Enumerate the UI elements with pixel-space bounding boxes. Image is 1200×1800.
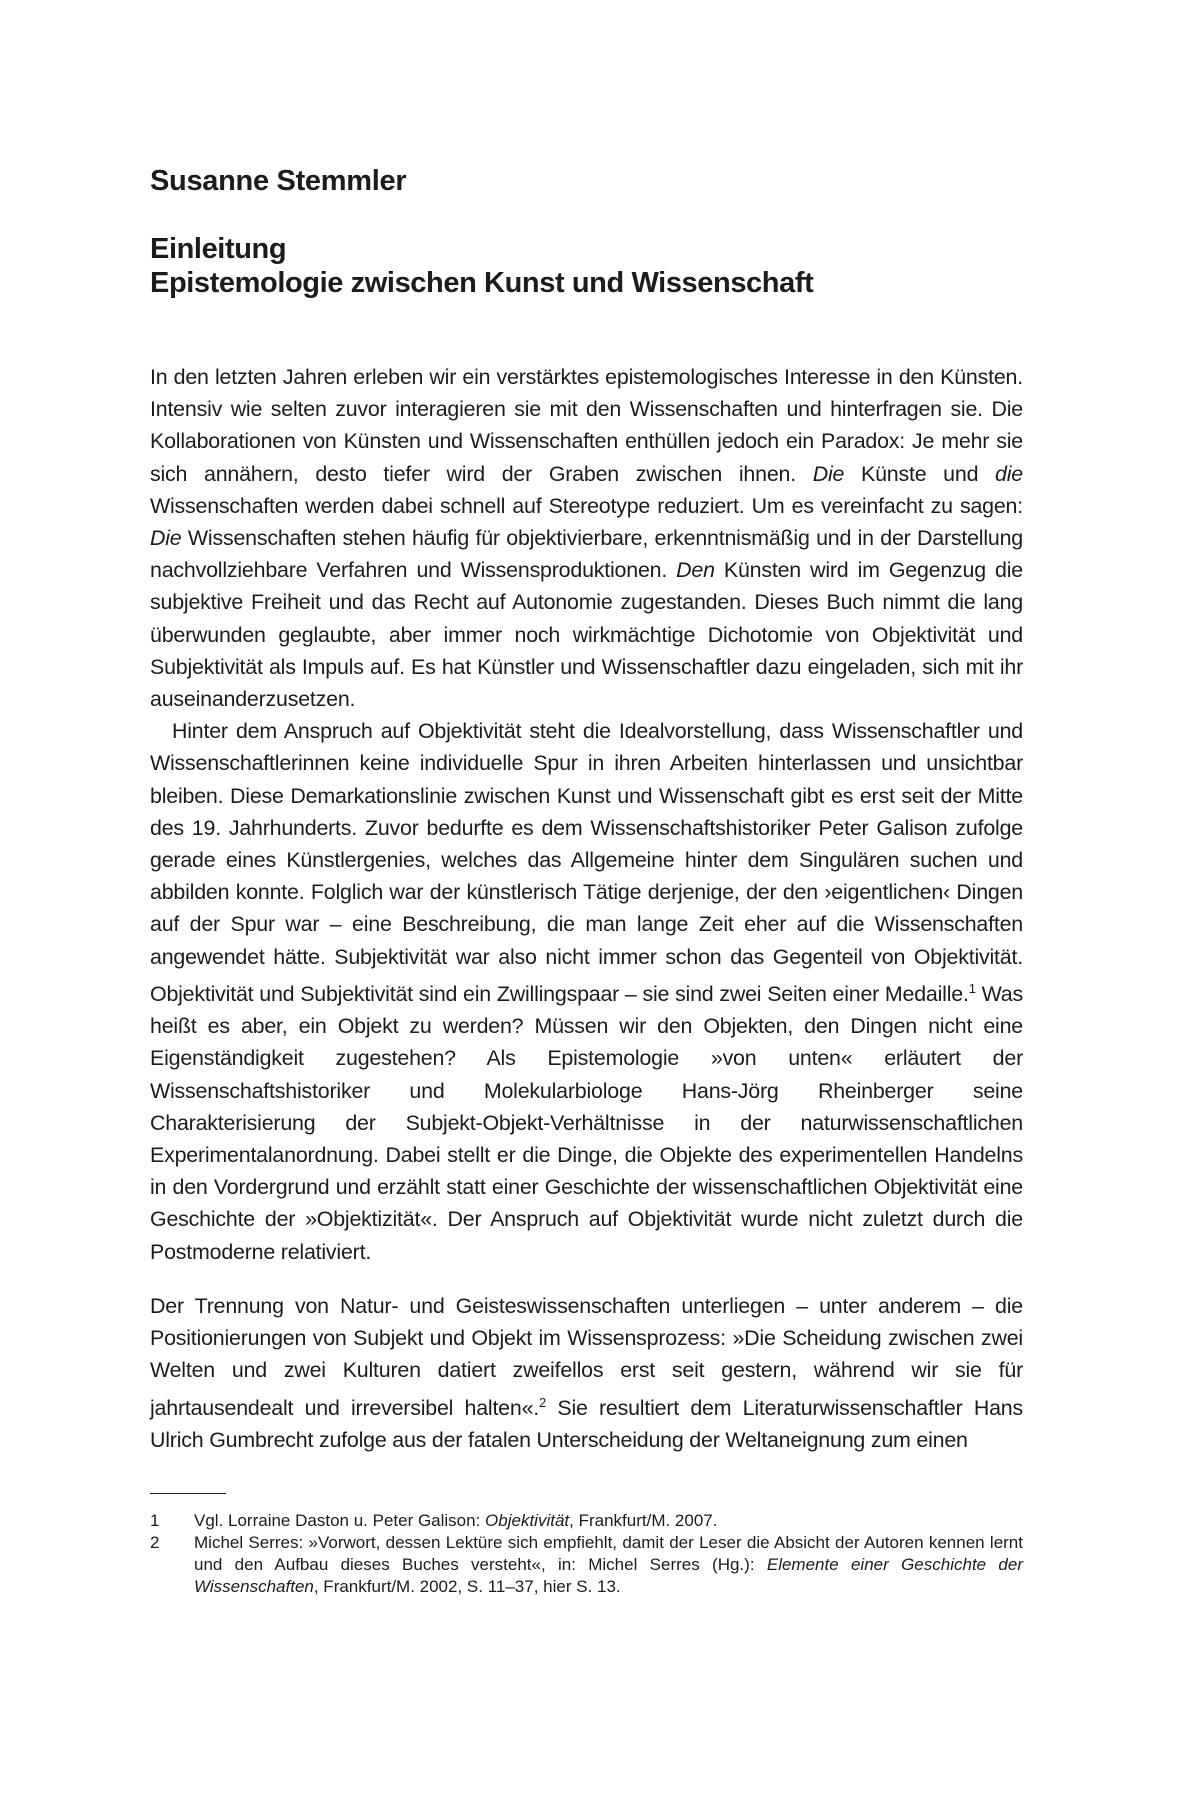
text-run: Michel Serres: »Vorwort, dessen Lektüre sich empfiehlt, damit der Leser die Absicht der Autoren kennen lernt und den Aufbau dieses Buches versteht«, in: Michel Serres (Hg.): [194, 1533, 1023, 1574]
footnote-separator [150, 1493, 226, 1494]
footnote-text [194, 1510, 1023, 1532]
footnote-2 [150, 1532, 1023, 1598]
chapter-title-line-2: Epistemologie zwischen Kunst und Wissenschaft [150, 267, 814, 299]
text-run: Hinter dem Anspruch auf Objektivität steht die Idealvorstellung, dass Wissenschaftler und Wissenschaftlerinnen keine individuelle Spur in ihren Arbeiten hinterlassen und unsichtbar bleiben. Diese Demarkationslinie zwischen Kunst und Wissenschaft gibt es erst seit der Mitte des 19. Jahrhunderts. Zuvor bedurfte es dem Wissenschaftshistoriker Peter Galison zufolge gerade eines Künstlergenies, welches das Allgemeine hinter dem Singulären suchen und abbilden konnte. Folglich war der künstlerisch Tätige derjenige, der den ›eigentlichen‹ Dingen auf der Spur war – eine Beschreibung, die man lange Zeit eher auf die Wissenschaften angewendet hätte. Subjektivität war also nicht immer schon das Gegenteil von Objektivität. Objektivität und Subjektivität sind ein Zwillingspaar – sie sind zwei Seiten einer Medaille. [150, 719, 1023, 1006]
emphasis: die [995, 461, 1023, 486]
footnote-number: 1 [150, 1511, 160, 1530]
footnote-1 [150, 1510, 1023, 1532]
text-run: Künsten wird im Gegenzug die subjektive Freiheit und das Recht auf Autonomie zugestanden. Dieses Buch nimmt die lang überwunden geglaubte, aber immer noch wirkmächtige Dichotomie von Objektivität und Subjektivität als Impuls auf. Es hat Künstler und Wissenschaftler dazu eingeladen, sich mit ihr auseinanderzusetzen. [150, 558, 1023, 712]
text-run: Vgl. Lorraine Daston u. Peter Galison: [194, 1511, 486, 1530]
author-name: Susanne Stemmler [150, 165, 407, 197]
footnotes [150, 1510, 1023, 1598]
footnote-ref-2[interactable]: 2 [539, 1394, 547, 1410]
emphasis: Die [812, 461, 845, 486]
footnote-number: 2 [150, 1533, 160, 1552]
paragraph-2 [150, 715, 1023, 1268]
text-run: Wissenschaften stehen häufig für objektivierbare, erkenntnismäßig und in der Darstellung nachvollziehbare Verfahren und Wissensproduktionen. [150, 526, 1023, 583]
chapter-title [150, 232, 813, 300]
text-run: Der Trennung von Natur- und Geisteswissenschaften unterliegen – unter anderem – die Positionierungen von Subjekt und Objekt im Wissensprozess: »Die Scheidung zwischen zwei Welten und zwei Kulturen datiert zweifellos erst seit gestern, während wir sie für jahrtausendealt und irreversibel halten«. [150, 1294, 1023, 1420]
text-run: , Frankfurt/M. 2002, S. 11–37, hier S. 13. [313, 1577, 621, 1596]
emphasis: Objektivität [485, 1511, 570, 1530]
text-run: Sie resultiert dem Literaturwissenschaftler Hans Ulrich Gumbrecht zufolge aus der fatalen Unterscheidung der Weltaneignung zum einen [150, 1395, 1023, 1452]
body-text-section-2 [150, 1290, 1023, 1456]
text-run: , Frankfurt/M. 2007. [569, 1511, 718, 1530]
text-run: Wissenschaften werden dabei schnell auf Stereotype reduziert. Um es vereinfacht zu sagen: [150, 493, 1023, 518]
footnote-ref-1[interactable]: 1 [968, 980, 976, 996]
text-run: Was heißt es aber, ein Objekt zu werden? Müssen wir den Objekten, den Dingen nicht eine Eigenständigkeit zugestehen? Als Epistemologie »von unten« erläutert der Wissenschaftshistoriker und Molekularbiologe Hans-Jörg Rheinberger seine Charakterisierung der Subjekt-Objekt-Verhältnisse in der naturwissenschaftlichen Experimentalanordnung. Dabei stellt er die Dinge, die Objekte des experimentellen Handelns in den Vordergrund und erzählt statt einer Geschichte der wissenschaftlichen Objektivität eine Geschichte der »Objektizität«. Der Anspruch auf Objektivität wurde nicht zuletzt durch die Postmoderne relativiert. [150, 981, 1023, 1264]
footnote-text [194, 1532, 1023, 1598]
emphasis: Den [676, 558, 715, 583]
paragraph-1 [150, 361, 1023, 715]
emphasis: Elemente einer Geschichte der Wissenschaften [194, 1555, 1024, 1596]
paragraph-3 [150, 1290, 1023, 1456]
emphasis: Die [150, 526, 182, 551]
text-run: Künste und [844, 461, 996, 486]
body-text-section-1 [150, 361, 1023, 1268]
chapter-title-line-1: Einleitung [150, 233, 287, 265]
text-run: In den letzten Jahren erleben wir ein verstärktes epistemologisches Interesse in den Künsten. Intensiv wie selten zuvor interagieren sie mit den Wissenschaften und hinterfragen sie. Die Kollaborationen von Künsten und Wissenschaften enthüllen jedoch ein Paradox: Je mehr sie sich annähern, desto tiefer wird der Graben zwischen ihnen. [150, 365, 1023, 486]
